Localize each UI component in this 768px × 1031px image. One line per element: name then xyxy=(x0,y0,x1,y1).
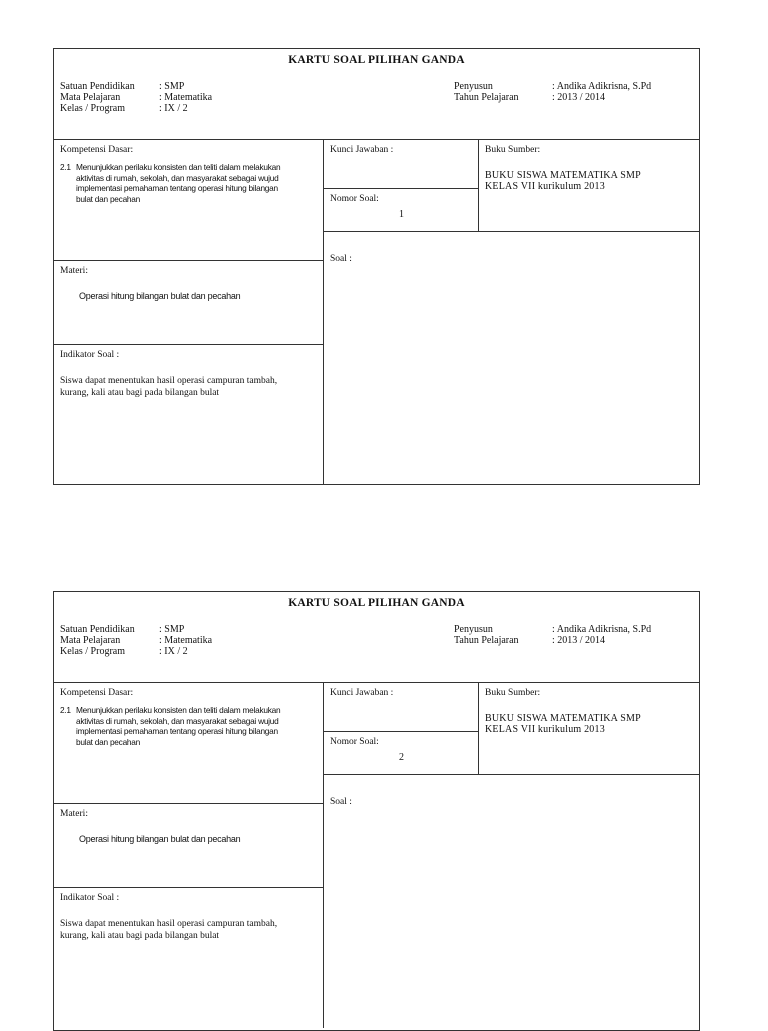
kelas-value: : IX / 2 xyxy=(159,646,188,657)
meta-row-kelas xyxy=(60,646,212,657)
kompetensi-dasar-text xyxy=(60,705,317,747)
kelas-key: Kelas / Program xyxy=(60,103,125,114)
card-meta-right xyxy=(454,624,651,646)
meta-row-satuan xyxy=(60,624,212,635)
penyusun-key: Penyusun xyxy=(454,624,493,635)
nomor-soal-value: 2 xyxy=(399,752,404,763)
mapel-key: Mata Pelajaran xyxy=(60,92,121,103)
indikator-line: kurang, kali atau bagi pada bilangan bulat xyxy=(60,931,220,941)
kompetensi-dasar-text xyxy=(60,162,317,204)
kd-number: 2.1 xyxy=(60,162,71,172)
soal-label: Soal : xyxy=(330,797,352,807)
indikator-text xyxy=(60,375,322,399)
card-meta-left xyxy=(60,624,212,657)
indikator-text xyxy=(60,918,322,942)
materi-text: Operasi hitung bilangan bulat dan pecahan xyxy=(79,834,241,844)
middle-column xyxy=(324,140,479,231)
satuan-key: Satuan Pendidikan xyxy=(60,81,135,92)
meta-row-tahun xyxy=(454,92,651,103)
kunci-jawaban-box xyxy=(324,140,478,189)
kd-lines xyxy=(76,162,317,204)
materi-label: Materi: xyxy=(60,809,88,819)
kelas-key: Kelas / Program xyxy=(60,646,125,657)
question-card-1 xyxy=(53,48,700,485)
nomor-soal-label: Nomor Soal: xyxy=(330,737,379,747)
card-title: KARTU SOAL PILIHAN GANDA xyxy=(288,597,465,609)
penyusun-key: Penyusun xyxy=(454,81,493,92)
meta-row-satuan xyxy=(60,81,212,92)
kunci-jawaban-label: Kunci Jawaban : xyxy=(330,145,394,155)
question-card-2 xyxy=(53,591,700,1031)
tahun-key: Tahun Pelajaran xyxy=(454,635,519,646)
kunci-jawaban-label: Kunci Jawaban : xyxy=(330,688,394,698)
mapel-value: : Matematika xyxy=(159,92,213,103)
card-meta-right xyxy=(454,81,651,103)
meta-row-mapel xyxy=(60,635,212,646)
buku-sumber-box xyxy=(479,683,699,774)
card-body xyxy=(54,140,699,485)
buku-sumber-label: Buku Sumber: xyxy=(485,688,541,698)
nomor-soal-box xyxy=(324,189,478,231)
kd-line: Menunjukkan perilaku konsisten dan teliti dalam melakukan xyxy=(76,162,281,172)
kompetensi-dasar-label: Kompetensi Dasar: xyxy=(60,688,134,698)
kd-line: bulat dan pecahan xyxy=(76,736,141,747)
soal-box xyxy=(324,774,699,1028)
mapel-value: : Matematika xyxy=(159,635,213,646)
left-column xyxy=(54,683,324,1028)
card-header xyxy=(54,592,699,683)
card-header xyxy=(54,49,699,140)
middle-column xyxy=(324,683,479,774)
sumber-line: KELAS VII kurikulum 2013 xyxy=(485,181,605,192)
indikator-box xyxy=(54,345,323,485)
soal-box xyxy=(324,231,699,485)
meta-row-kelas xyxy=(60,103,212,114)
indikator-label: Indikator Soal : xyxy=(60,893,120,903)
indikator-label: Indikator Soal : xyxy=(60,350,120,360)
tahun-value: : 2013 / 2014 xyxy=(552,635,606,646)
satuan-value: : SMP xyxy=(159,624,185,635)
materi-box xyxy=(54,261,323,345)
indikator-box xyxy=(54,888,323,1028)
buku-sumber-text xyxy=(485,713,641,735)
kd-line: implementasi pemahaman tentang operasi hitung bilangan xyxy=(76,183,278,193)
materi-label: Materi: xyxy=(60,266,88,276)
meta-row-mapel xyxy=(60,92,212,103)
tahun-value: : 2013 / 2014 xyxy=(552,92,606,103)
buku-sumber-label: Buku Sumber: xyxy=(485,145,541,155)
materi-box xyxy=(54,804,323,888)
kd-line: implementasi pemahaman tentang operasi hitung bilangan xyxy=(76,726,278,736)
card-title: KARTU SOAL PILIHAN GANDA xyxy=(288,54,465,66)
buku-sumber-text xyxy=(485,170,641,192)
satuan-key: Satuan Pendidikan xyxy=(60,624,135,635)
materi-text: Operasi hitung bilangan bulat dan pecahan xyxy=(79,291,241,301)
penyusun-value: : Andika Adikrisna, S.Pd xyxy=(552,624,652,635)
kelas-value: : IX / 2 xyxy=(159,103,188,114)
sumber-line: BUKU SISWA MATEMATIKA SMP xyxy=(485,170,641,181)
left-column xyxy=(54,140,324,485)
buku-sumber-box xyxy=(479,140,699,231)
kd-number: 2.1 xyxy=(60,705,71,715)
kd-lines xyxy=(76,705,317,747)
tahun-key: Tahun Pelajaran xyxy=(454,92,519,103)
nomor-soal-label: Nomor Soal: xyxy=(330,194,379,204)
kd-line: Menunjukkan perilaku konsisten dan teliti dalam melakukan xyxy=(76,705,281,715)
nomor-soal-box xyxy=(324,732,478,774)
indikator-line: kurang, kali atau bagi pada bilangan bulat xyxy=(60,388,220,398)
kd-line: aktivitas di rumah, sekolah, dan masyarakat sebagai wujud xyxy=(76,172,279,183)
sumber-line: BUKU SISWA MATEMATIKA SMP xyxy=(485,713,641,724)
penyusun-value: : Andika Adikrisna, S.Pd xyxy=(552,81,652,92)
meta-row-penyusun xyxy=(454,81,651,92)
card-body xyxy=(54,683,699,1028)
kd-line: aktivitas di rumah, sekolah, dan masyarakat sebagai wujud xyxy=(76,715,279,726)
sumber-line: KELAS VII kurikulum 2013 xyxy=(485,724,605,735)
indikator-line: Siswa dapat menentukan hasil operasi campuran tambah, xyxy=(60,376,278,386)
indikator-line: Siswa dapat menentukan hasil operasi campuran tambah, xyxy=(60,919,278,929)
kunci-jawaban-box xyxy=(324,683,478,732)
meta-row-penyusun xyxy=(454,624,651,635)
mapel-key: Mata Pelajaran xyxy=(60,635,121,646)
card-meta-left xyxy=(60,81,212,114)
meta-row-tahun xyxy=(454,635,651,646)
kompetensi-dasar-box xyxy=(54,683,323,804)
kd-line: bulat dan pecahan xyxy=(76,193,141,204)
kompetensi-dasar-box xyxy=(54,140,323,261)
soal-label: Soal : xyxy=(330,254,352,264)
satuan-value: : SMP xyxy=(159,81,185,92)
nomor-soal-value: 1 xyxy=(399,209,404,220)
kompetensi-dasar-label: Kompetensi Dasar: xyxy=(60,145,134,155)
